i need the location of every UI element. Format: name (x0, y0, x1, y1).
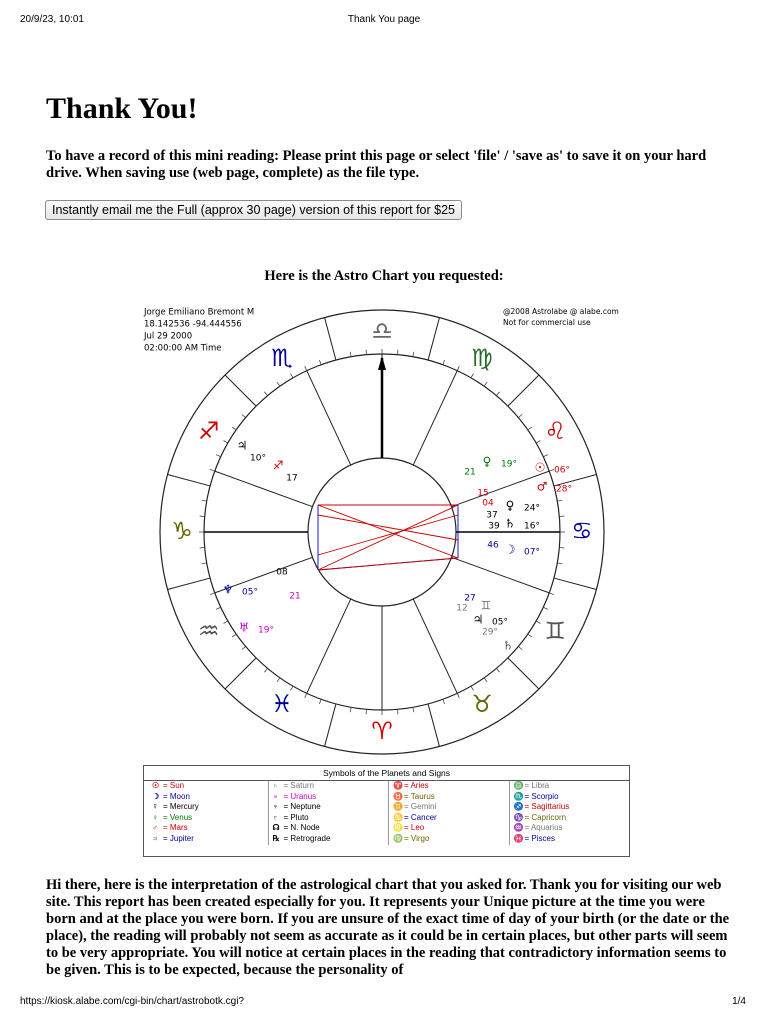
degree-tick (232, 427, 236, 430)
legend-label: = Pluto (283, 812, 309, 822)
legend-entry (152, 834, 268, 845)
legend-column (268, 781, 389, 845)
planet-degree-label: 07° (524, 547, 540, 558)
zodiac-sign-icon: ♎ (371, 317, 393, 345)
planet-glyph-icon: ♄ (502, 638, 514, 653)
planet-glyph-icon: ☽ (504, 542, 516, 557)
legend-entry (152, 792, 268, 803)
degree-tick (277, 678, 280, 682)
house-cusp-label: 04 (482, 498, 494, 509)
sign-divider (225, 375, 256, 406)
house-cusp-line (413, 371, 457, 465)
planet-glyph-icon: ♃ (472, 612, 484, 627)
legend-entry (273, 823, 389, 834)
planet-glyph-icon: ♀ (505, 498, 515, 513)
legend-entry (152, 823, 268, 834)
legend-symbol-icon: ♆ (272, 802, 279, 812)
house-cusp-line (215, 471, 313, 507)
legend-label: = Capricorn (524, 812, 567, 822)
legend-symbol-icon: ♀ (152, 812, 158, 822)
print-page-number: 1/4 (732, 996, 746, 1007)
degree-tick (496, 392, 499, 396)
astro-chart-wheel (140, 300, 630, 762)
email-full-report-button[interactable]: Instantly email me the Full (approx 30 page) version of this report for $25 (45, 200, 462, 220)
intro-paragraph: To have a record of this mini reading: Please print this page or select 'file' / 'save as' to save it on your hard drive. When saving use (web page, complete) as the file type. (46, 148, 707, 181)
legend-column (509, 781, 630, 845)
midheaven-arrow-icon (378, 356, 386, 370)
degree-tick (224, 621, 228, 624)
degree-tick (496, 668, 499, 672)
planet-degree-label: 16° (524, 521, 540, 532)
planet-degree-label: 05° (492, 617, 508, 628)
legend-label: = Libra (524, 781, 550, 790)
degree-tick (413, 707, 414, 712)
house-cusp-label: 10° (250, 453, 266, 464)
zodiac-sign-icon: ♈ (371, 717, 393, 745)
sign-divider (508, 658, 539, 689)
legend-label: = Jupiter (163, 833, 194, 843)
house-cusp-label: 12 (456, 603, 468, 614)
legend-label: = Retrograde (283, 833, 331, 843)
planet-glyph-icon: ♄ (504, 516, 516, 531)
house-cusp-label: 29° (482, 627, 498, 638)
degree-tick (242, 646, 246, 649)
house-cusp-label: 39 (488, 521, 500, 532)
degree-tick (549, 593, 554, 595)
degree-tick (413, 352, 414, 357)
legend-symbol-icon: ♄ (272, 781, 279, 790)
zodiac-sign-icon: ♉ (471, 690, 493, 719)
planet-degree-label: 24° (524, 503, 540, 514)
legend-entry (152, 781, 268, 792)
legend-label: = Venus (163, 812, 193, 822)
legend-entry (393, 823, 509, 834)
legend-entry (514, 781, 630, 792)
degree-tick (457, 693, 459, 698)
legend-symbol-icon: ♅ (272, 791, 279, 801)
legend-entry (514, 802, 630, 813)
planet-degree-label: 06° (554, 465, 570, 476)
legend-label: = Aquarius (524, 823, 563, 833)
planet-degree-label: 19° (258, 625, 274, 636)
degree-tick (264, 668, 267, 672)
zodiac-sign-icon: ♊ (544, 617, 566, 645)
legend-label: = Uranus (283, 791, 317, 801)
chart-info-line: Jul 29 2000 (144, 331, 193, 342)
legend-entry (152, 813, 268, 824)
legend-label: = Sun (163, 781, 185, 790)
legend-symbol-icon: ☿ (152, 802, 158, 812)
degree-tick (224, 441, 228, 444)
degree-tick (216, 607, 221, 609)
legend-label: = Moon (163, 791, 190, 801)
chart-info-line: 18.142536 -94.444556 (144, 319, 242, 330)
legend-label: = Taurus (404, 791, 435, 801)
legend-symbol-icon: ♓ (513, 833, 524, 843)
degree-tick (264, 392, 267, 396)
planet-glyph-icon: ♀ (482, 454, 492, 469)
degree-tick (557, 500, 562, 501)
degree-tick (471, 374, 474, 378)
legend-label: = Virgo (404, 833, 430, 843)
print-url: https://kiosk.alabe.com/cgi-bin/chart/astrobotk.cgi? (20, 996, 244, 1007)
zodiac-sign-icon: ♍ (471, 343, 493, 372)
house-cusp-label: 21 (464, 467, 476, 478)
legend-symbol-icon: ♍ (393, 833, 403, 843)
legend-label: = Sagittarius (524, 802, 570, 812)
zodiac-sign-icon: ♐ (198, 417, 220, 445)
degree-tick (443, 360, 445, 365)
degree-tick (350, 352, 351, 357)
sign-divider (554, 578, 597, 589)
planet-degree-label: 05° (242, 587, 258, 598)
degree-tick (202, 563, 207, 564)
legend-label: = Aries (404, 781, 429, 790)
legend-entry (514, 834, 630, 845)
legend-entry (393, 813, 509, 824)
degree-tick (350, 707, 351, 712)
legend-entry (393, 834, 509, 845)
legend-label: = Neptune (283, 802, 321, 812)
house-cusp-label: 15 (477, 488, 489, 499)
planet-glyph-icon: ♂ (536, 479, 548, 494)
house-cusp-line (452, 557, 550, 593)
degree-tick (210, 469, 215, 471)
legend-symbol-icon: ♈ (393, 781, 403, 790)
legend-entry (514, 813, 630, 824)
legend-columns (144, 781, 629, 845)
legend-entry (393, 792, 509, 803)
zodiac-sign-icon: ♓ (271, 690, 293, 719)
sign-divider (508, 375, 539, 406)
legend-symbol-icon: ☊ (272, 823, 280, 833)
aspect-line (318, 515, 458, 555)
legend-column (388, 781, 509, 845)
degree-tick (518, 414, 522, 417)
planet-glyph-icon: ☉ (534, 460, 546, 475)
chart-info-line: 02:00:00 AM Time (144, 343, 222, 354)
legend-symbol-icon: ♎ (513, 781, 524, 790)
interpretation-paragraph: Hi there, here is the interpretation of the astrological chart that you asked for. Thank you for visiting our web site. This report has been created especially for you. It represents your Unique picture at the time you were born and at the place you were born. If you are unsure of the exact time of day of your birth (or the date or the place), the reading will probably not seem as accurate as it could be in certain places, but other parts will seem to be very appropriate. You will notice at certain places in the reading that contradictory information seems to be given. This is to be expected, because the personality of (46, 877, 730, 978)
legend-label: = Leo (404, 823, 425, 833)
sign-divider (325, 318, 336, 361)
house-cusp-label: 17 (286, 473, 298, 484)
planet-glyph-icon: ♃ (236, 438, 248, 453)
legend-label: = Saturn (283, 781, 314, 790)
chart-heading: Here is the Astro Chart you requested: (264, 268, 504, 284)
legend-symbol-icon: ♉ (393, 791, 403, 801)
legend-symbol-icon: ♇ (272, 812, 279, 822)
degree-tick (543, 455, 548, 457)
degree-tick (528, 634, 532, 637)
legend-entry (273, 834, 389, 845)
legend-label: = Scorpio (524, 791, 559, 801)
legend-symbol-icon: ☽ (152, 791, 160, 801)
degree-tick (291, 374, 294, 378)
degree-tick (202, 500, 207, 501)
legend-entry (273, 813, 389, 824)
degree-tick (319, 360, 321, 365)
legend-label: = Pisces (524, 833, 555, 843)
degree-tick (242, 414, 246, 417)
inner-ring (308, 458, 456, 606)
legend-entry (273, 802, 389, 813)
legend-entry (393, 802, 509, 813)
legend-symbol-icon: ♃ (152, 833, 158, 843)
legend-label: = Cancer (404, 812, 437, 822)
symbols-legend (143, 765, 630, 857)
degree-tick (484, 382, 487, 386)
legend-entry (393, 781, 509, 792)
house-cusp-label: 08 (276, 567, 288, 578)
legend-symbol-icon: ♋ (393, 812, 403, 822)
aspect-line (318, 505, 458, 558)
house-cusp-label: 37 (486, 510, 498, 521)
degree-tick (557, 563, 562, 564)
sign-divider (168, 578, 211, 589)
house-cusp-line (307, 599, 351, 693)
sign-divider (428, 318, 439, 361)
legend-entry (273, 792, 389, 803)
legend-title: Symbols of the Planets and Signs (144, 766, 629, 781)
chart-info-line: Jorge Emiliano Bremont M (144, 307, 255, 318)
zodiac-sign-icon: ♏ (271, 343, 293, 372)
degree-tick (216, 455, 221, 457)
legend-symbol-icon: ♂ (152, 823, 158, 833)
astro-chart (140, 300, 630, 762)
degree-tick (536, 441, 540, 444)
planet-degree-label: 28° (556, 484, 572, 495)
legend-label: = Mars (163, 823, 188, 833)
legend-symbol-icon: ℞ (272, 833, 280, 843)
degree-tick (536, 621, 540, 624)
planet-glyph-icon: ♐ (272, 458, 284, 473)
legend-symbol-icon: ♊ (393, 802, 403, 812)
house-cusp-line (413, 599, 457, 693)
print-datetime: 20/9/23, 10:01 (20, 14, 84, 25)
print-page-title: Thank You page (347, 14, 421, 25)
legend-symbol-icon: ♒ (513, 823, 524, 833)
sign-divider (325, 704, 336, 747)
degree-tick (518, 646, 522, 649)
legend-label: = N. Node (283, 823, 320, 833)
legend-label: = Gemini (404, 802, 437, 812)
degree-tick (305, 693, 307, 698)
degree-tick (484, 678, 487, 682)
legend-symbol-icon: ♌ (393, 823, 403, 833)
zodiac-sign-icon: ♒ (198, 617, 220, 645)
planet-glyph-icon: ♅ (238, 620, 250, 635)
house-cusp-line (307, 371, 351, 465)
legend-entry (514, 792, 630, 803)
zodiac-sign-icon: ♌ (544, 417, 566, 445)
chart-copyright-line: @2008 Astrolabe @ alabe.com (503, 307, 619, 316)
planet-degree-label: 19° (501, 459, 517, 470)
degree-tick (305, 366, 307, 371)
degree-tick (543, 607, 548, 609)
zodiac-sign-icon: ♑ (171, 517, 193, 545)
legend-symbol-icon: ♐ (513, 802, 524, 812)
chart-copyright-line: Not for commercial use (503, 318, 591, 327)
degree-tick (210, 593, 215, 595)
degree-tick (528, 427, 532, 430)
zodiac-sign-icon: ♋ (571, 517, 593, 545)
legend-entry (514, 823, 630, 834)
aspect-line (318, 515, 458, 540)
degree-tick (277, 382, 280, 386)
degree-tick (457, 366, 459, 371)
sign-divider (168, 475, 211, 486)
degree-tick (319, 699, 321, 704)
legend-entry (152, 802, 268, 813)
house-cusp-label: 27 (464, 593, 476, 604)
planet-glyph-icon: ♊ (480, 598, 492, 613)
degree-tick (232, 634, 236, 637)
legend-label: = Mercury (163, 802, 199, 812)
house-cusp-label: 21 (289, 591, 301, 602)
planet-glyph-icon: ♆ (222, 582, 234, 597)
degree-tick (443, 699, 445, 704)
house-cusp-label: 46 (487, 540, 499, 551)
legend-entry (273, 781, 389, 792)
sign-divider (428, 704, 439, 747)
page-heading: Thank You! (46, 92, 198, 125)
legend-symbol-icon: ☉ (152, 781, 160, 790)
legend-symbol-icon: ♏ (513, 791, 524, 801)
legend-column (148, 781, 268, 845)
legend-symbol-icon: ♑ (513, 812, 524, 822)
sign-divider (225, 658, 256, 689)
